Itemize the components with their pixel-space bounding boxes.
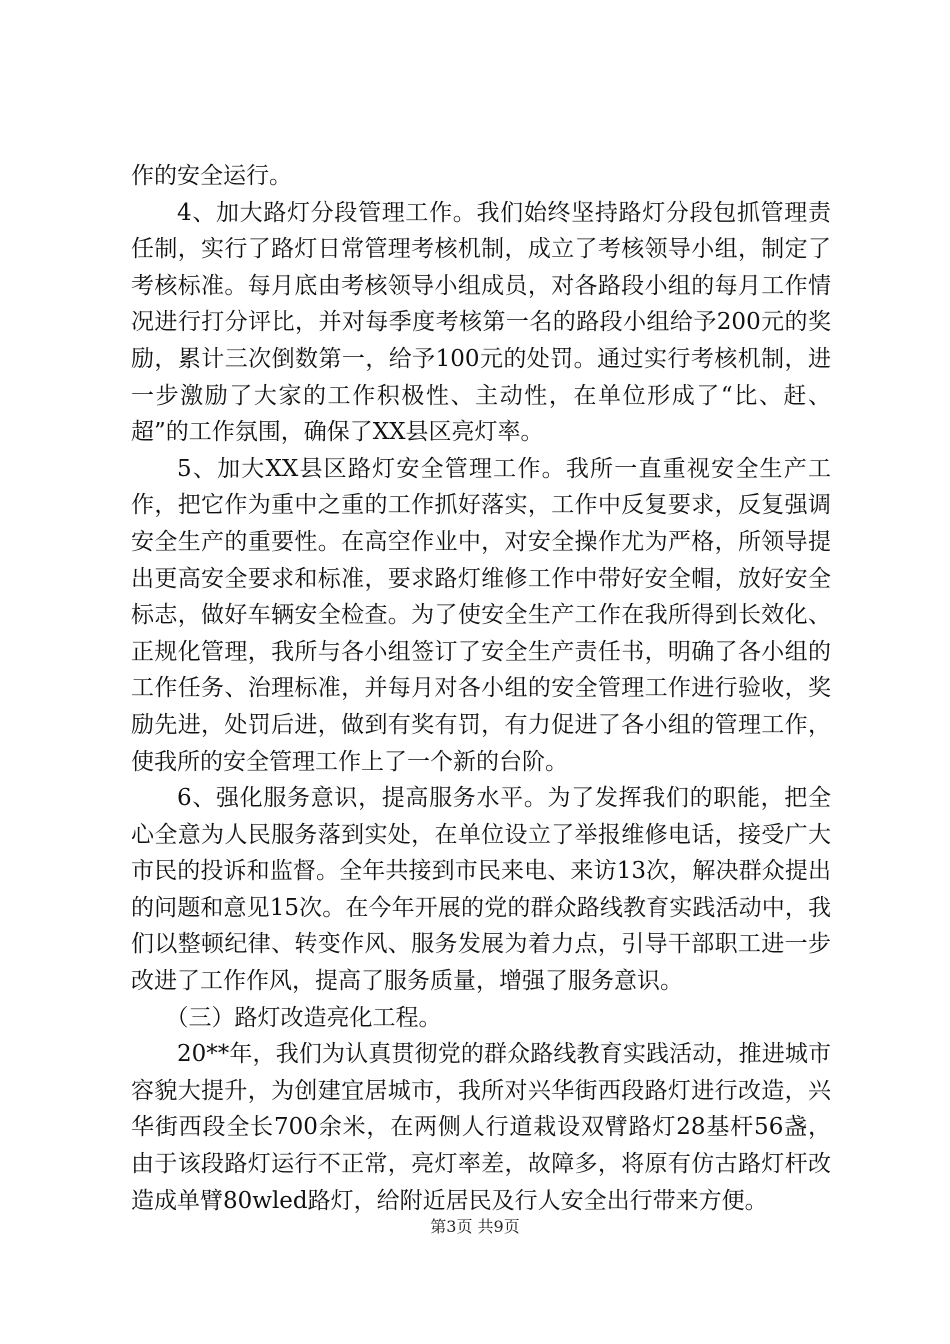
- paragraph-item-6: 6、强化服务意识，提高服务水平。为了发挥我们的职能，把全心全意为人民服务落到实处，在单位设立了举报维修电话，接受广大市民的投诉和监督。全年共接到市民来电、来访13次，解决群众提出的问题和意见15次。在今年开展的党的群众路线教育实践活动中，我们以整顿纪律、转变作风、服务发展为着力点，引导干部职工进一步改进了工作作风，提高了服务质量，增强了服务意识。: [131, 785, 831, 995]
- paragraph-renovation: 20**年，我们为认真贯彻党的群众路线教育实践活动，推进城市容貌大提升，为创建宜居城市，我所对兴华街西段路灯进行改造，兴华街西段全长700余米，在两侧人行道栽设双臂路灯28基杆56盏，由于该段路灯运行不正常，亮灯率差，故障多，将原有仿古路灯杆改造成单臂80wled路灯，给附近居民及行人安全出行带来方便。: [131, 1041, 831, 1214]
- paragraph-continuation: 作的安全运行。: [131, 163, 292, 189]
- paragraph-item-4: 4、加大路灯分段管理工作。我们始终坚持路灯分段包抓管理责任制，实行了路灯日常管理考核机制，成立了考核领导小组，制定了考核标准。每月底由考核领导小组成员，对各路段小组的每月工作情况进行打分评比，并对每季度考核第一名的路段小组给予200元的奖励，累计三次倒数第一，给予100元的处罚。通过实行考核机制，进一步激励了大家的工作积极性、主动性，在单位形成了“比、赶、超”的工作氛围，确保了XX县区亮灯率。: [131, 199, 831, 446]
- page-number-footer: 第3页 共9页: [430, 1217, 520, 1236]
- section-heading: （三）路灯改造亮化工程。: [165, 1004, 442, 1031]
- document-body: [131, 158, 831, 1219]
- paragraph-item-5: 5、加大XX县区路灯安全管理工作。我所一直重视安全生产工作，把它作为重中之重的工作抓好落实，工作中反复要求，反复强调安全生产的重要性。在高空作业中，对安全操作尤为严格，所领导提出更高安全要求和标准，要求路灯维修工作中带好安全帽，放好安全标志，做好车辆安全检查。为了使安全生产工作在我所得到长效化、正规化管理，我所与各小组签订了安全生产责任书，明确了各小组的工作任务、治理标准，并每月对各小组的安全管理工作进行验收，奖励先进，处罚后进，做到有奖有罚，有力促进了各小组的管理工作，使我所的安全管理工作上了一个新的台阶。: [131, 455, 831, 775]
